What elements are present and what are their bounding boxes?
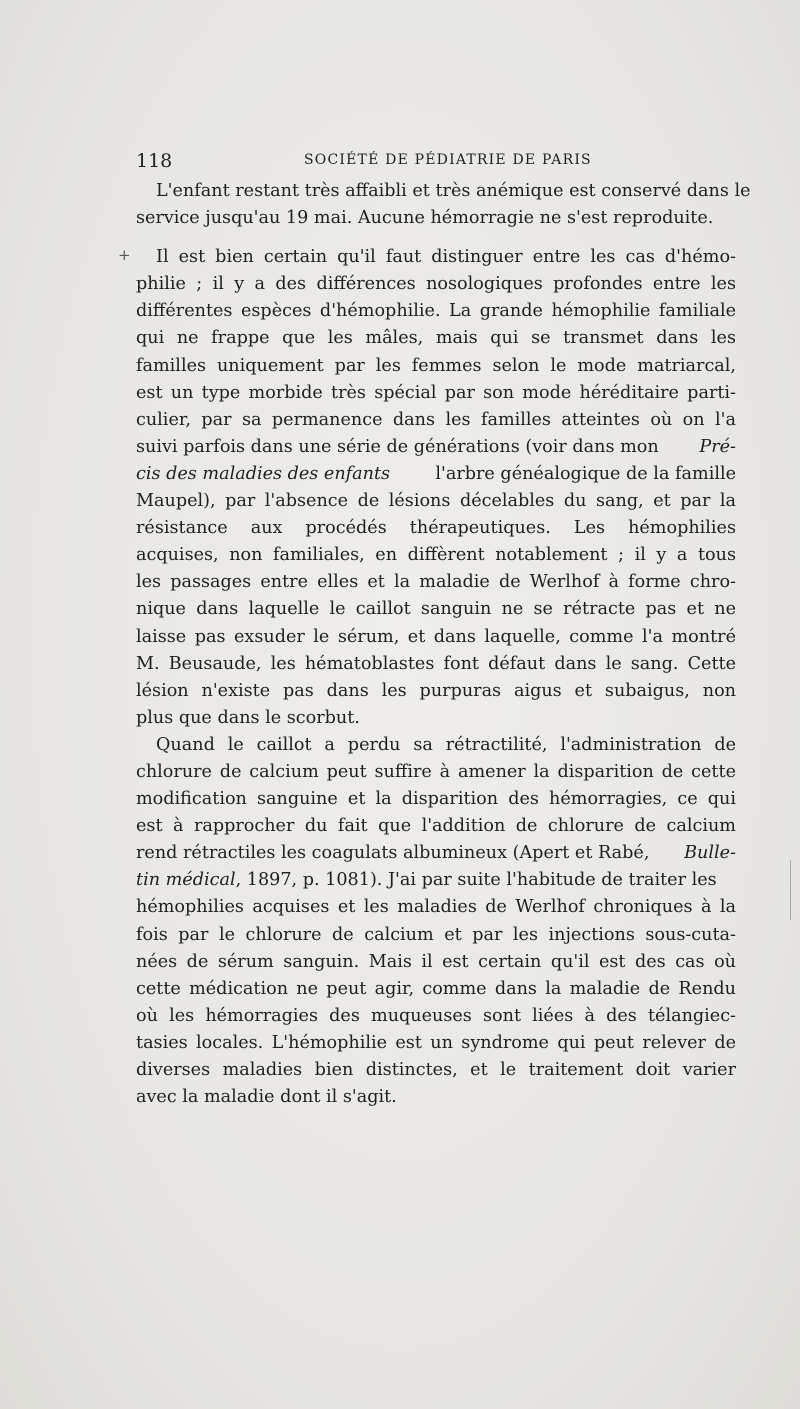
text-line: service jusqu'au 19 mai. Aucune hémorragie ne s'est reproduite. — [136, 208, 714, 229]
text-line: Quand le caillot a perdu sa rétractilité, l'administration de — [156, 734, 736, 755]
italic-title: des maladies des enfants — [166, 463, 391, 484]
text-line: Il est bien certain qu'il faut distinguer entre les cas d'hémo- — [156, 247, 736, 268]
text-line: plus que dans le scorbut. — [136, 707, 360, 728]
paragraph-gap — [136, 232, 736, 244]
text-line: lésion n'existe pas dans les purpuras aigus et subaigus, non — [136, 680, 736, 701]
italic-title: Pré- — [699, 436, 736, 457]
body-text — [136, 178, 751, 1111]
italic-title: Bulle- — [684, 843, 736, 864]
text-line: modification sanguine et la disparition des hémorragies, ce qui — [136, 789, 736, 810]
text-line: où les hémorragies des muqueuses sont liées à des télangiec- — [136, 1005, 736, 1026]
page-number: 118 — [136, 150, 173, 172]
text-line: est un type morbide très spécial par son mode héréditaire parti- — [136, 382, 736, 403]
text-line: tasies locales. L'hémophilie est un syndrome qui peut relever de — [136, 1032, 736, 1053]
text-line: nique dans laquelle le caillot sanguin ne se rétracte pas et ne — [136, 599, 736, 620]
text-line: diverses maladies bien distinctes, et le traitement doit varier — [136, 1060, 736, 1080]
text-segment: rend rétractiles les coagulats albumineux (Apert et Rabé, — [136, 843, 650, 864]
text-line: fois par le chlorure de calcium et par les injections sous-cuta- — [136, 924, 736, 945]
text-line: Maupel), par l'absence de lésions décelables du sang, et par la — [136, 491, 736, 512]
text-segment: l'arbre généalogique de la famille — [435, 463, 736, 484]
text-line: laisse pas exsuder le sérum, et dans laquelle, comme l'a montré — [136, 626, 736, 647]
italic-title: tin médical — [136, 870, 236, 891]
text-line: chlorure de calcium peut suffire à amener la disparition de cette — [136, 761, 736, 782]
text-line: qui ne frappe que les mâles, mais qui se transmet dans les — [136, 328, 736, 349]
text-line — [136, 461, 736, 488]
text-line: est à rapprocher du fait que l'addition de chlorure de calcium — [136, 816, 736, 837]
text-line: résistance aux procédés thérapeutiques. Les hémophilies — [136, 518, 736, 539]
text-line: L'enfant restant très affaibli et très anémique est conservé dans le — [156, 181, 751, 201]
text-line: acquises, non familiales, en diffèrent notablement ; il y a tous — [136, 545, 736, 566]
text-line: cette médication ne peut agir, comme dans la maladie de Rendu — [136, 978, 736, 999]
text-line: culier, par sa permanence dans les familles atteintes où on l'a — [136, 409, 736, 430]
running-title: SOCIÉTÉ DE PÉDIATRIE DE PARIS — [304, 152, 592, 168]
text-line: M. Beusaude, les hématoblastes font défaut dans le sang. Cette — [136, 653, 736, 674]
text-line: les passages entre elles et la maladie de Werlhof à forme chro- — [136, 572, 736, 593]
text-segment: , 1897, p. 1081). J'ai par suite l'habitude de traiter les — [235, 870, 717, 891]
text-line — [136, 867, 736, 894]
text-line: hémophilies acquises et les maladies de Werlhof chroniques à la — [136, 897, 736, 918]
margin-annotation: + — [118, 246, 131, 264]
page-edge-mark — [790, 860, 793, 920]
text-line — [136, 434, 736, 461]
text-line: familles uniquement par les femmes selon le mode matriarcal, — [136, 355, 736, 376]
text-line: avec la maladie dont il s'agit. — [136, 1087, 397, 1108]
italic-title: cis — [136, 463, 161, 484]
text-line: nées de sérum sanguin. Mais il est certain qu'il est des cas où — [136, 951, 736, 972]
text-segment: suivi parfois dans une série de générations (voir dans mon — [136, 436, 659, 457]
text-line: différentes espèces d'hémophilie. La grande hémophilie familiale — [136, 301, 736, 322]
text-line — [136, 840, 736, 867]
text-line: philie ; il y a des différences nosologiques profondes entre les — [136, 274, 736, 295]
